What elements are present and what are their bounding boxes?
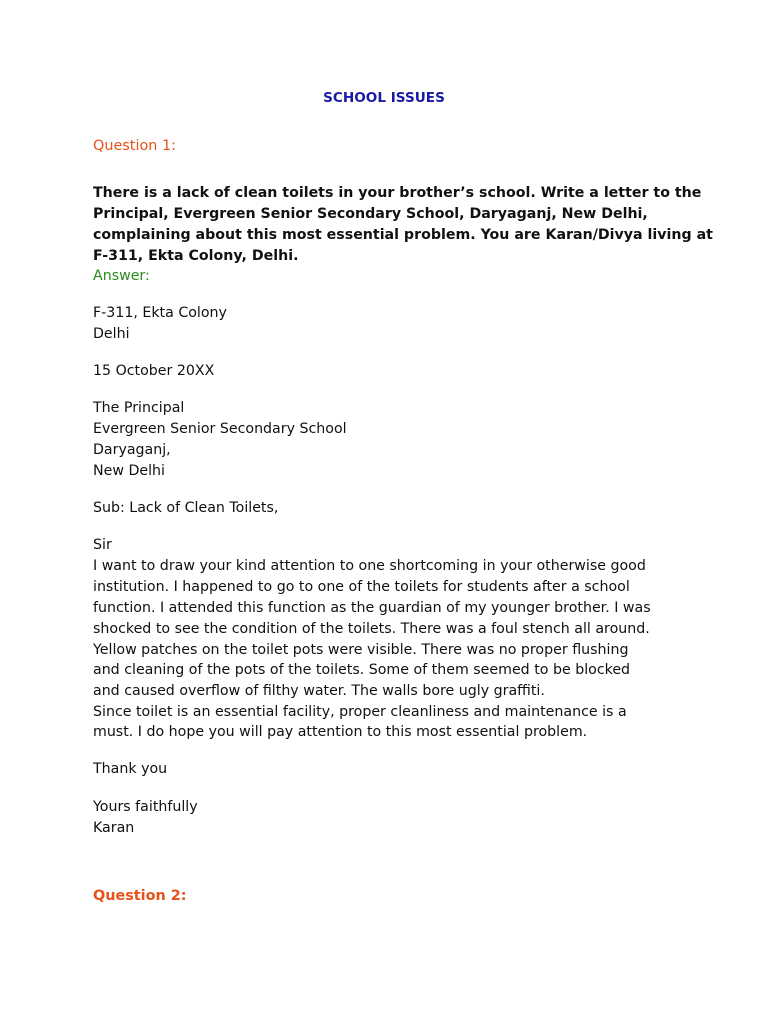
subject-text: : Lack of Clean Toilets, xyxy=(120,500,279,516)
question-1-prompt-line: F-311, Ekta Colony, Delhi. xyxy=(93,248,299,264)
signature: Karan xyxy=(93,820,135,836)
recipient-line: Evergreen Senior Secondary School xyxy=(93,421,347,437)
thank-you: Thank you xyxy=(93,761,168,777)
question-2-label: Question 2: xyxy=(93,888,187,904)
letter-body-line: institution. I happened to go to one of the toilets for students after a school xyxy=(93,579,630,595)
question-1-prompt-line: Principal, Evergreen Senior Secondary School, Daryaganj, New Delhi, xyxy=(93,206,648,222)
letter-date: 15 October 20XX xyxy=(93,363,215,379)
question-1-prompt-line: complaining about this most essential problem. You are Karan/Divya living at xyxy=(93,227,713,243)
letter-body-line: Yellow patches on the toilet pots were visible. There was no proper flushing xyxy=(93,642,629,658)
subject-prefix: Sub xyxy=(93,500,121,516)
salutation: Sir xyxy=(93,537,112,553)
subject-line xyxy=(93,498,278,518)
recipient-line: New Delhi xyxy=(93,463,165,479)
document-title: SCHOOL ISSUES xyxy=(323,90,445,106)
letter-body-line: and caused overflow of filthy water. The walls bore ugly graffiti. xyxy=(93,683,545,699)
recipient-line: The Principal xyxy=(93,400,185,416)
letter-body-line: and cleaning of the pots of the toilets. Some of them seemed to be blocked xyxy=(93,662,631,678)
letter-body-line: function. I attended this function as the guardian of my younger brother. I was xyxy=(93,600,651,616)
recipient-line: Daryaganj, xyxy=(93,442,171,458)
document-page xyxy=(93,0,713,1024)
letter-body-line: I want to draw your kind attention to one shortcoming in your otherwise good xyxy=(93,558,646,574)
answer-label: Answer: xyxy=(93,268,150,284)
letter-body-line: shocked to see the condition of the toilets. There was a foul stench all around. xyxy=(93,621,650,637)
question-1-prompt-line: There is a lack of clean toilets in your brother’s school. Write a letter to the xyxy=(93,185,702,201)
sender-address-line: F-311, Ekta Colony xyxy=(93,305,227,321)
question-1-label: Question 1: xyxy=(93,138,176,154)
closing: Yours faithfully xyxy=(93,799,198,815)
letter-body-line: must. I do hope you will pay attention to this most essential problem. xyxy=(93,724,588,740)
letter-body-line: Since toilet is an essential facility, proper cleanliness and maintenance is a xyxy=(93,704,627,720)
sender-address-line: Delhi xyxy=(93,326,130,342)
